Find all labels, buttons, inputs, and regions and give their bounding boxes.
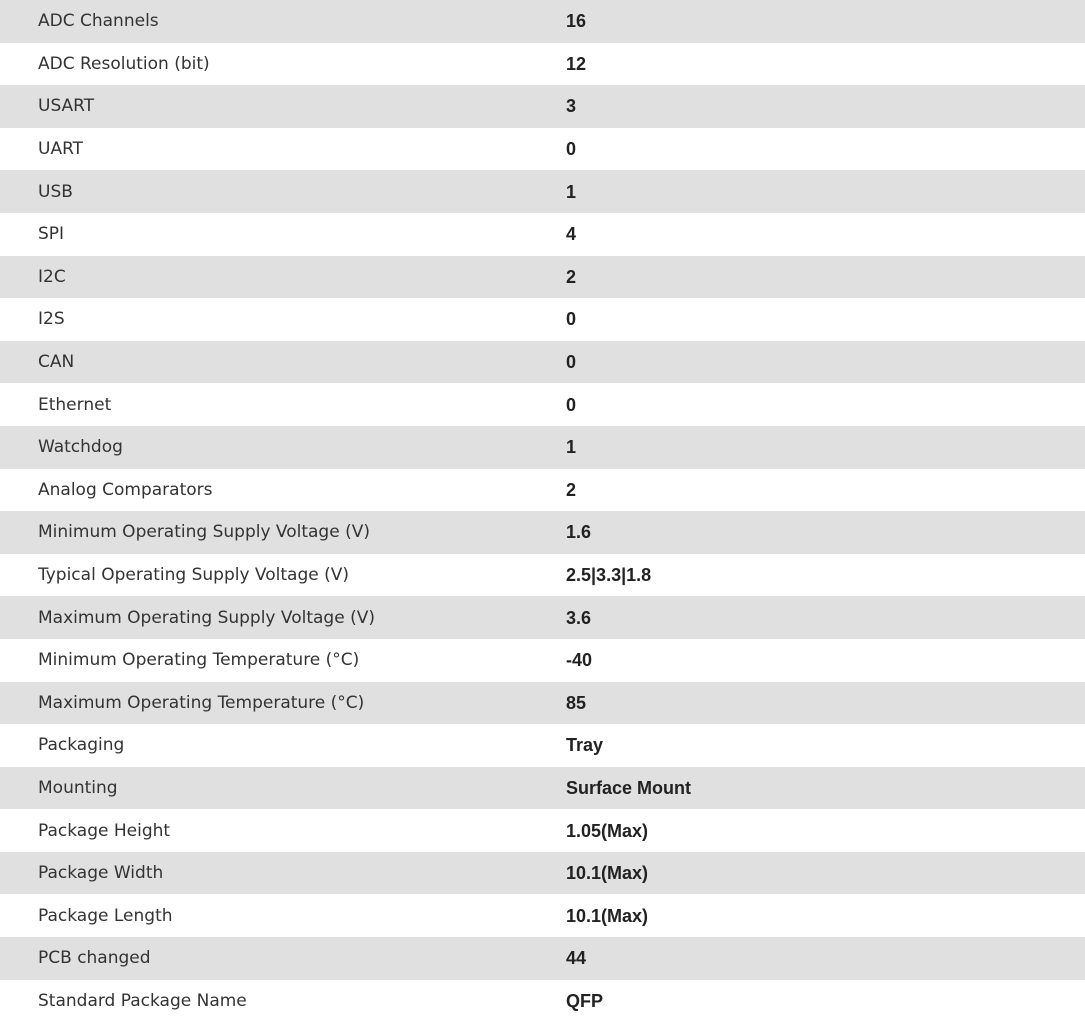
- spec-row: [0, 213, 1085, 256]
- spec-label: ADC Channels: [38, 11, 159, 32]
- spec-row: [0, 724, 1085, 767]
- spec-row: [0, 554, 1085, 597]
- spec-row: [0, 937, 1085, 980]
- spec-label: I2S: [38, 309, 65, 330]
- spec-row: [0, 43, 1085, 86]
- spec-value: 10.1(Max): [566, 905, 649, 926]
- spec-label: Maximum Operating Supply Voltage (V): [38, 607, 375, 628]
- spec-label: Watchdog: [38, 437, 123, 458]
- spec-label: Packaging: [38, 735, 125, 756]
- spec-value: Tray: [566, 735, 604, 756]
- spec-label: PCB changed: [38, 948, 151, 969]
- spec-value: 44: [566, 948, 587, 969]
- spec-value: 1.6: [566, 522, 592, 543]
- spec-row: [0, 341, 1085, 384]
- spec-row: [0, 682, 1085, 725]
- spec-row: [0, 639, 1085, 682]
- spec-label: Mounting: [38, 777, 118, 798]
- spec-row: [0, 0, 1085, 43]
- spec-value: 1: [566, 437, 577, 458]
- spec-value: 10.1(Max): [566, 863, 649, 884]
- spec-value: 2.5|3.3|1.8: [566, 565, 652, 586]
- spec-value: 85: [566, 692, 587, 713]
- spec-value: 1: [566, 181, 577, 202]
- spec-label: UART: [38, 139, 84, 160]
- spec-value: 1.05(Max): [566, 820, 649, 841]
- spec-label: Typical Operating Supply Voltage (V): [38, 565, 349, 586]
- spec-label: Maximum Operating Temperature (°C): [38, 692, 365, 713]
- spec-label: USART: [38, 96, 95, 117]
- spec-label: I2C: [38, 266, 66, 287]
- spec-value: Surface Mount: [566, 777, 692, 798]
- spec-row: [0, 809, 1085, 852]
- spec-label: CAN: [38, 352, 75, 373]
- spec-label: USB: [38, 181, 73, 202]
- spec-row: [0, 426, 1085, 469]
- spec-label: Package Width: [38, 863, 164, 884]
- spec-value: 2: [566, 266, 577, 287]
- spec-label: Analog Comparators: [38, 479, 213, 500]
- spec-label: Standard Package Name: [38, 990, 247, 1011]
- spec-row: [0, 596, 1085, 639]
- spec-value: 12: [566, 53, 587, 74]
- spec-value: 0: [566, 139, 577, 160]
- spec-value: 2: [566, 479, 577, 500]
- spec-row: [0, 767, 1085, 810]
- spec-row: [0, 128, 1085, 171]
- spec-row: [0, 894, 1085, 937]
- spec-value: 16: [566, 11, 587, 32]
- spec-row: [0, 298, 1085, 341]
- spec-label: ADC Resolution (bit): [38, 53, 210, 74]
- spec-value: QFP: [566, 990, 604, 1011]
- spec-row: [0, 980, 1085, 1022]
- spec-label: Ethernet: [38, 394, 112, 415]
- spec-row: [0, 852, 1085, 895]
- spec-label: Package Height: [38, 820, 171, 841]
- spec-label: Minimum Operating Temperature (°C): [38, 650, 360, 671]
- spec-value: 3: [566, 96, 577, 117]
- spec-row: [0, 256, 1085, 299]
- spec-value: -40: [566, 650, 593, 671]
- spec-value: 4: [566, 224, 577, 245]
- spec-value: 0: [566, 309, 577, 330]
- spec-row: [0, 469, 1085, 512]
- spec-label: Minimum Operating Supply Voltage (V): [38, 522, 370, 543]
- spec-row: [0, 85, 1085, 128]
- spec-row: [0, 170, 1085, 213]
- spec-value: 0: [566, 352, 577, 373]
- spec-value: 3.6: [566, 607, 592, 628]
- spec-value: 0: [566, 394, 577, 415]
- spec-row: [0, 511, 1085, 554]
- spec-label: SPI: [38, 224, 65, 245]
- spec-label: Package Length: [38, 905, 173, 926]
- spec-row: [0, 383, 1085, 426]
